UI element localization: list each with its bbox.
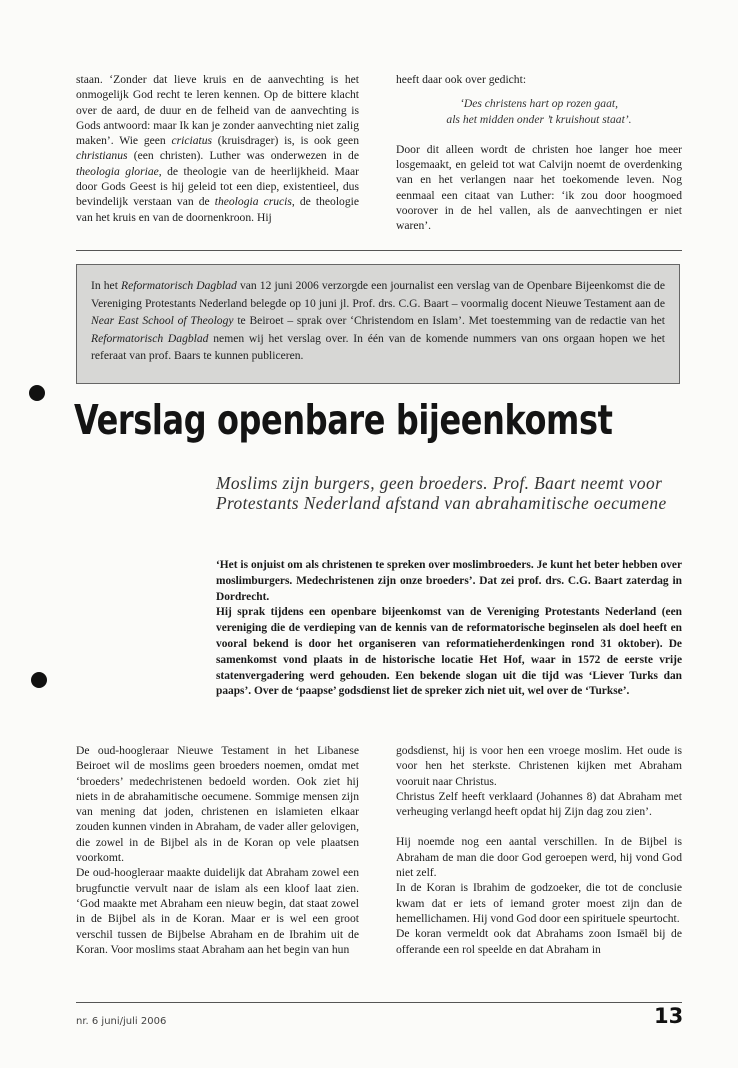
italic-term: christianus [76,149,128,163]
text-run: (kruisdrager) is, is ook geen [212,134,359,148]
body-paragraph: De oud-hoogleraar Nieuwe Testament in het Libanese Beiroet wil de moslims geen broeders noemen, omdat met ‘broeders’ medechristenen bedoeld worden. Ook ziet hij niets in de abrahamitische oecumene. Sommige mensen zijn van mening dat joden, christenen en islamieten elkaar zouden kunnen vinden in Abraham, de vader aller gelovigen, die zowel in de Bijbel als in de Koran op vele plaatsen voorkomt. [76,744,359,865]
body-paragraph: De koran vermeldt ook dat Abrahams zoon Ismaël bij de offerande een rol speelde en dat Abraham in [396,927,682,956]
italic-title: Reformatorisch Dagblad [121,279,237,292]
bottom-right-column [396,743,682,957]
top-left-paragraph [76,72,359,225]
text-run: , de theologie van de heerlijkheid. Maar door Gods Geest is hij geleid tot een diep, existentieel, dus bevindelijk verstaan van de [76,164,359,209]
footer-divider [76,1002,682,1003]
body-paragraph: In de Koran is Ibrahim de godzoeker, die tot de conclusie kwam dat er iets of iemand groter moest zijn dan de hemellichamen. Hij vond God door een spirituele speurtocht. [396,881,682,925]
binder-hole-2 [31,672,47,688]
italic-term: criciatus [171,134,213,148]
text-run: , de theologie van het kruis en van de doornenkroon. Hij [76,195,360,224]
top-left-column [76,72,359,225]
body-paragraph: Hij noemde nog een aantal verschillen. In de Bijbel is Abraham de man die door God geroepen werd, hij vond God niet zelf. [396,835,682,880]
body-paragraph: De oud-hoogleraar maakte duidelijk dat Abraham zowel een brugfunctie vervult naar de islam als een kloof laat zien. ‘God maakte met Abraham een nieuw begin, dat staat zowel in de Bijbel als in de Koran. Maar er is wel een groot verschil tussen de Bijbelse Abraham en de Ibrahim uit de Koran. Voor moslims staat Abraham aan het begin van hun [76,866,359,956]
body-paragraph: godsdienst, hij is voor hen een vroege moslim. Het oude is voor hen het sterkste. Christenen kijken met Abraham vooruit naar Christus. [396,744,682,788]
text-run: (een christen). Luther was onderwezen in de [127,149,359,163]
top-right-paragraph: Door dit alleen wordt de christen hoe langer hoe meer losgemaakt, en geleid tot wat Calvijn noemt de overdenking van en het verlangen naar het toekomende leven. Nog eenmaal een citaat van Luther: ‘ik zou door hoogmoed voorover in de hel vallen, als de aanvechtingen er niet waren’. [396,142,682,233]
text-run: nemen wij het verslag over. In één van de komende nummers van ons orgaan hopen we het referaat van prof. Baars te kunnen publiceren. [91,331,666,363]
italic-title: Reformatorisch Dagblad [91,331,209,345]
top-right-column [396,72,682,234]
poem-quote [396,96,682,127]
binder-hole-1 [29,385,45,401]
italic-term: theologia crucis [214,195,292,209]
text-run: staan. ‘Zonder dat lieve kruis en de aanvechting is het onmogelijk God recht te leren kennen. Op de bittere klacht over de aard, de duur en de felheid van de aanvechting is Gods antwoord: maar Ik kan je zonder aanvechting niet zalig maken’. Wie geen [76,73,359,148]
text-run: te Beiroet – sprak over ‘Christendom en Islam’. Met toestemming van de redactie van het [233,314,665,328]
text-run: van 12 juni 2006 verzorgde een journalist een verslag van de Openbare Bijeenkomst die de Vereniging Protestants Nederland belegde op 10 juni jl. Prof. drs. C.G. Baart – voormalig docent Nieuwe Testament aan de [91,279,665,310]
top-right-intro: heeft daar ook over gedicht: [396,73,527,86]
italic-term: theologia gloriae [76,164,159,178]
article-headline: Verslag openbare bijeenkomst [74,396,613,444]
bottom-left-column [76,743,359,957]
poem-line-1: ‘Des christens hart op rozen gaat, [459,97,618,111]
issue-label: nr. 6 juni/juli 2006 [76,1016,167,1027]
section-divider [76,250,682,251]
lead-paragraph-2: Hij sprak tijdens een openbare bijeenkomst van de Vereniging Protestants Nederland (een vereniging die de verdieping van de kennis van de reformatorische beginselen als doel heeft en vooral bekend is door het organiseren van reformatieherdenkingen rond 31 oktober). De samenkomst vond plaats in de historische locatie Het Hof, waar in 1572 de eerste vrije statenvergadering werd gehouden. Een bekende slogan uit die tijd was ‘Liever Turks dan paaps’. Over de ‘paapse’ godsdienst liet de spreker zich niet uit, wel over de ‘Turkse’. [216,606,682,698]
editorial-note-box [76,264,680,384]
lead-paragraph-1: ‘Het is onjuist om als christenen te spreken over moslimbroeders. Je kunt het beter hebben over moslimburgers. Medechristenen zijn onze broeders’. Dat zei prof. drs. C.G. Baart zaterdag in Dordrecht. [216,559,682,603]
body-paragraph: Christus Zelf heeft verklaard (Johannes 8) dat Abraham met verheuging verlangd heeft opdat hij Zijn dag zou zien’. [396,789,682,819]
text-run: In het [91,279,122,292]
article-lead [216,558,682,700]
italic-title: Near East School of Theology [91,314,234,328]
poem-line-2: als het midden onder ’t kruishout staat’. [446,112,632,126]
article-subheading: Moslims zijn burgers, geen broeders. Prof. Baart neemt voor Protestants Nederland afstand van abrahamitische oecumene [216,473,667,513]
page-number: 13 [654,1004,684,1028]
